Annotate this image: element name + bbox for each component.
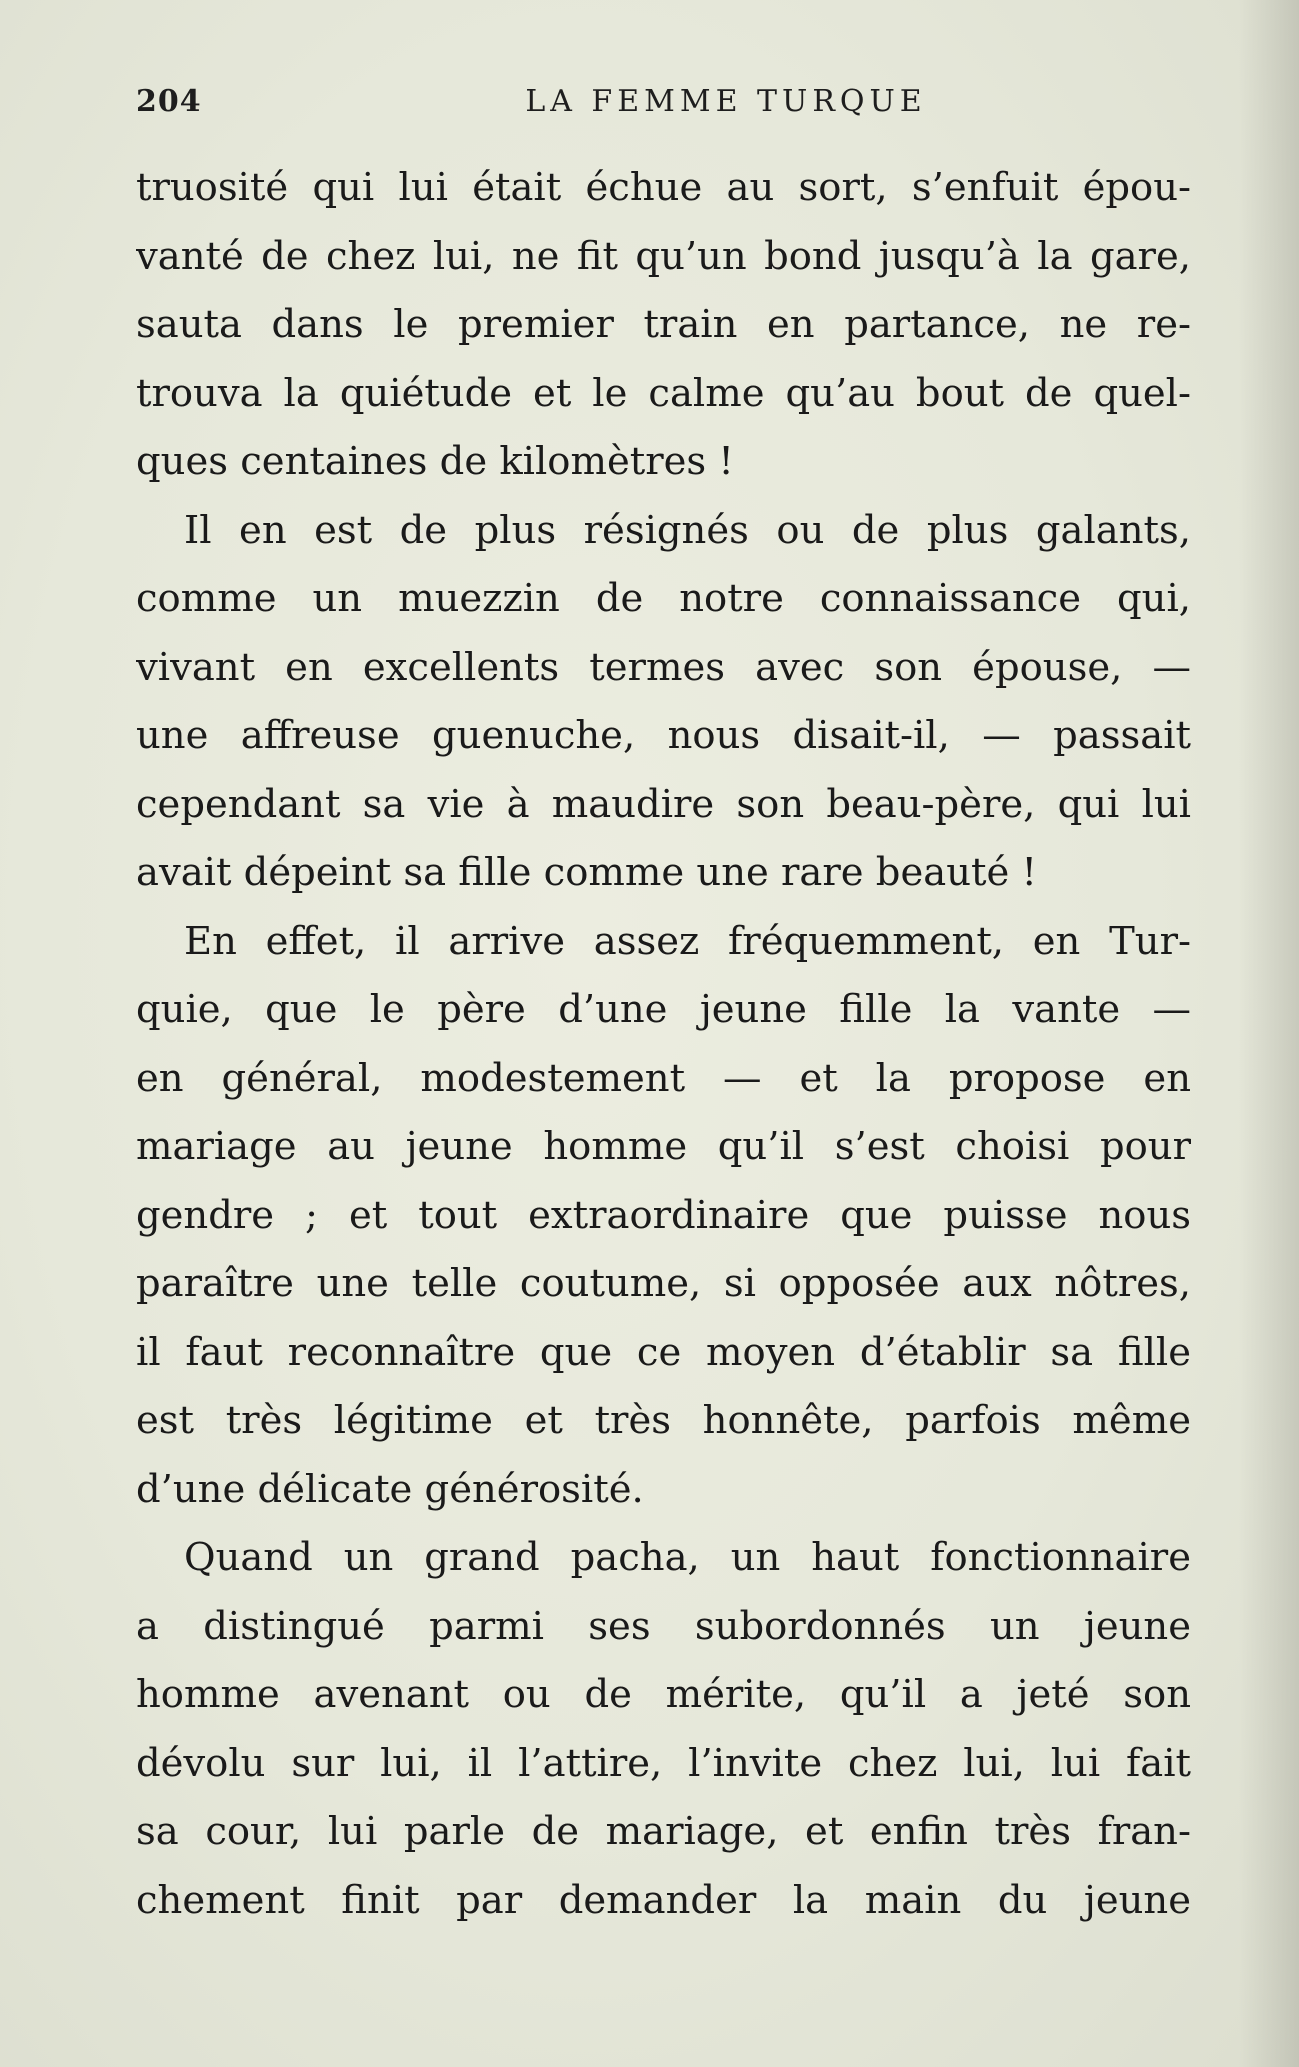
text-line: vanté de chez lui, ne fit qu’un bond jusqu’à la gare,: [136, 233, 1191, 279]
text-line: cependant sa vie à maudire son beau-père, qui lui: [136, 781, 1191, 827]
text-line: d’une délicate générosité.: [136, 1466, 644, 1512]
page-number: 204: [136, 84, 202, 119]
text-line: il faut reconnaître que ce moyen d’établir sa fille: [136, 1329, 1191, 1375]
text-line: sa cour, lui parle de mariage, et enfin très fran-: [136, 1809, 1191, 1854]
text-line: gendre ; et tout extraordinaire que puisse nous: [136, 1192, 1191, 1238]
text-line: avait dépeint sa fille comme une rare beauté !: [136, 850, 1037, 895]
body-text: [136, 154, 1191, 1935]
text-line: quie, que le père d’une jeune fille la vante —: [136, 987, 1191, 1032]
text-line: chement finit par demander la main du jeune: [136, 1877, 1191, 1923]
text-line: truosité qui lui était échue au sort, s’enfuit épou-: [136, 165, 1191, 210]
text-line: ques centaines de kilomètres !: [136, 439, 734, 484]
text-line: paraître une telle coutume, si opposée aux nôtres,: [136, 1261, 1191, 1306]
text-line: En effet, il arrive assez fréquemment, en Tur-: [184, 918, 1191, 964]
text-line: dévolu sur lui, il l’attire, l’invite chez lui, lui fait: [136, 1740, 1191, 1786]
text-line: Quand un grand pacha, un haut fonctionnaire: [184, 1535, 1191, 1580]
text-line: une affreuse guenuche, nous disait-il, — passait: [136, 713, 1191, 758]
text-line: mariage au jeune homme qu’il s’est choisi pour: [136, 1124, 1191, 1169]
text-line: sauta dans le premier train en partance, ne re-: [136, 302, 1191, 347]
text-line: en général, modestement — et la propose en: [136, 1055, 1191, 1101]
text-line: homme avenant ou de mérite, qu’il a jeté son: [136, 1672, 1191, 1717]
text-line: est très légitime et très honnête, parfois même: [136, 1398, 1191, 1443]
text-line: comme un muezzin de notre connaissance qui,: [136, 576, 1191, 621]
page-header: [136, 84, 1191, 134]
text-line: trouva la quiétude et le calme qu’au bout de quel-: [136, 370, 1191, 416]
text-line: Il en est de plus résignés ou de plus galants,: [184, 507, 1191, 553]
text-line: a distingué parmi ses subordonnés un jeune: [136, 1603, 1191, 1649]
running-head: LA FEMME TURQUE: [525, 84, 927, 119]
text-line: vivant en excellents termes avec son épouse, —: [136, 644, 1191, 690]
